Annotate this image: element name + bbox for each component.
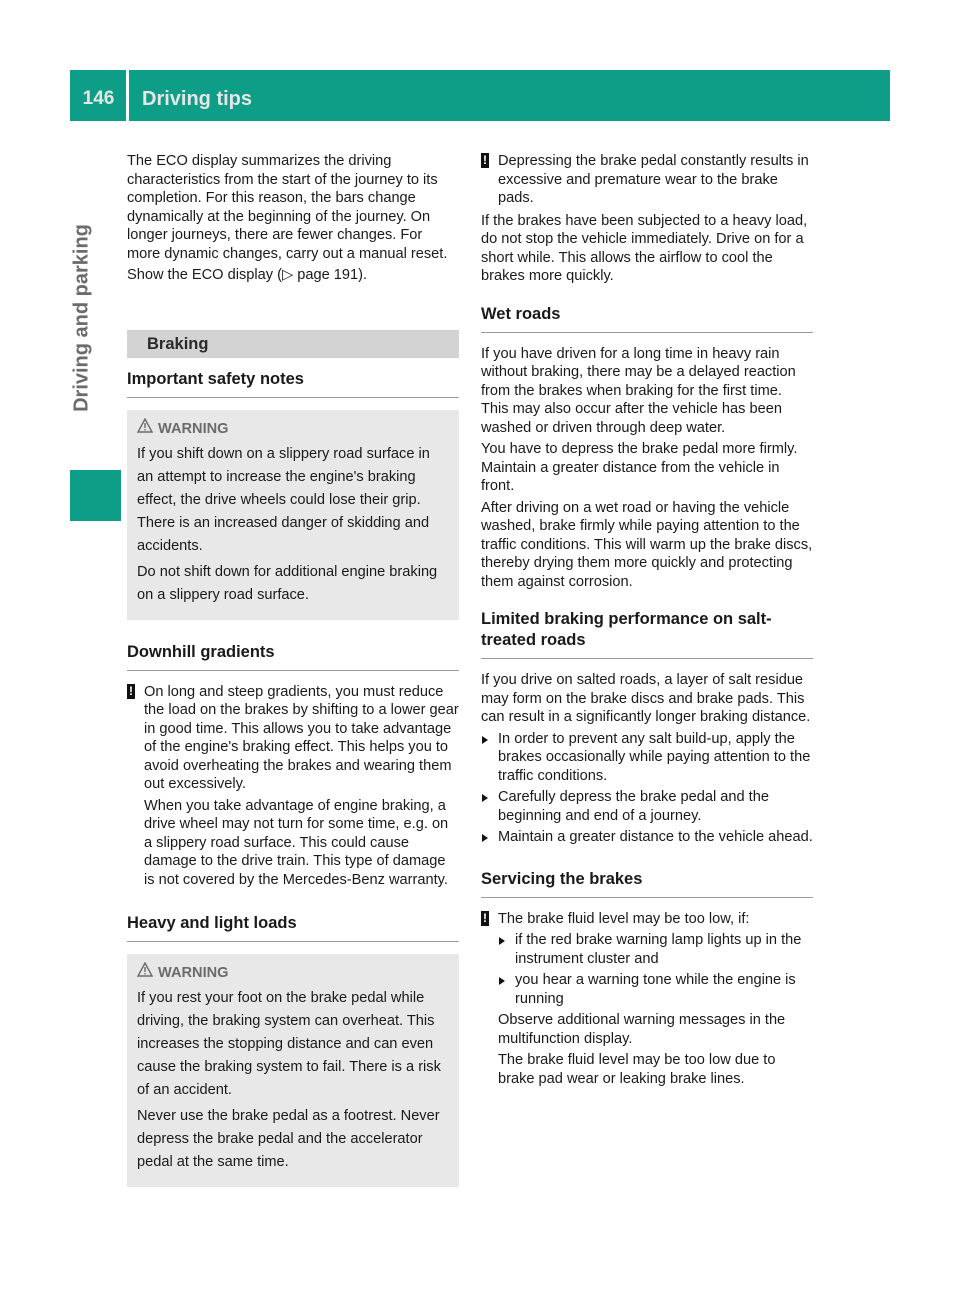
notice-exclamation-icon: ! <box>483 910 487 925</box>
eco-display-reference: Show the ECO display (▷ page 191). <box>127 267 368 283</box>
list-item: if the red brake warning lamp lights up in the instrument cluster and <box>498 931 813 968</box>
warning-label: WARNING <box>158 965 229 981</box>
wet-roads-paragraph: If you have driven for a long time in heavy rain without braking, there may be a delayed reaction from the brakes when braking for the first time. This may also occur after the vehicle has been washed or driven through deep water. <box>481 345 796 436</box>
brakes-heavy-load-paragraph: If the brakes have been subjected to a heavy load, do not stop the vehicle immediately. Drive on for a short while. This allows the airflow to cool the brakes more quickly. <box>481 212 808 284</box>
notice-text: Depressing the brake pedal constantly results in excessive and premature wear to the brake pads. <box>498 153 809 206</box>
side-tab-label: Driving and parking <box>70 224 93 412</box>
left-column <box>127 152 459 1187</box>
section-title-braking: Braking <box>127 330 459 358</box>
notice-bullet-list <box>498 931 813 1008</box>
warning-triangle-icon <box>137 962 154 983</box>
heading-heavy-light-loads: Heavy and light loads <box>127 913 459 942</box>
warning-text: Do not shift down for additional engine braking on a slippery road surface. <box>137 563 438 603</box>
list-item: Maintain a greater distance to the vehicle ahead. <box>481 828 813 847</box>
warning-label: WARNING <box>158 420 229 437</box>
warning-box-shift-down <box>127 410 459 620</box>
wet-roads-paragraph: You have to depress the brake pedal more firmly. Maintain a greater distance from the vehicle in front. <box>481 441 798 494</box>
heading-salt-roads: Limited braking performance on salt-treated roads <box>481 609 813 659</box>
page-ref-arrow-icon: ▷ <box>281 267 294 283</box>
list-item: In order to prevent any salt build-up, apply the brakes occasionally while paying attention to the traffic conditions. <box>481 730 813 786</box>
list-item: you hear a warning tone while the engine is running <box>498 971 813 1008</box>
warning-text: If you shift down on a slippery road surface in an attempt to increase the engine's braking effect, the drive wheels could lose their grip. There is an increased danger of skidding and accidents. <box>137 445 430 554</box>
warning-text: Never use the brake pedal as a footrest. Never depress the brake pedal and the accelerator pedal at the same time. <box>137 1108 440 1170</box>
heading-downhill-gradients: Downhill gradients <box>127 642 459 671</box>
eco-intro-paragraph: The ECO display summarizes the driving characteristics from the start of the journey to its completion. For this reason, the bars change dynamically at the beginning of the journey. On longer journeys, there are fewer changes. For more dynamic changes, carry out a manual reset. <box>127 153 448 262</box>
notice-brake-fluid <box>481 910 813 1089</box>
list-item: Carefully depress the brake pedal and the beginning and end of a journey. <box>481 788 813 825</box>
page-number: 146 <box>82 88 115 109</box>
heading-wet-roads: Wet roads <box>481 304 813 333</box>
warning-triangle-icon <box>137 418 154 439</box>
notice-text: The brake fluid level may be too low, if: <box>498 910 750 927</box>
chapter-title: Driving tips <box>142 88 253 110</box>
warning-text: If you rest your foot on the brake pedal while driving, the braking system can overheat. This increases the stopping distance and can even cause the braking system to fail. There is a risk of an accident. <box>137 990 441 1098</box>
notice-text: Observe additional warning messages in the multifunction display. <box>498 1012 786 1047</box>
notice-text: When you take advantage of engine braking, a drive wheel may not turn for some time, e.g. on a slippery road surface. This could cause damage to the drive train. This type of damage is not covered by the Mercedes-Benz warranty. <box>144 797 449 888</box>
page-header <box>70 70 890 121</box>
notice-text: On long and steep gradients, you must reduce the load on the brakes by shifting to a lower gear in good time. This allows you to take advantage of the engine's braking effect. This helps you to avoid overheating the brakes and wearing them out excessively. <box>144 683 459 792</box>
right-column <box>481 152 813 1091</box>
header-divider <box>126 70 129 121</box>
heading-servicing-brakes: Servicing the brakes <box>481 869 813 898</box>
notice-exclamation-icon: ! <box>129 683 133 698</box>
wet-roads-paragraph: After driving on a wet road or having the vehicle washed, brake firmly while paying attention to the traffic conditions. This will warm up the brake discs, thereby drying them more quickly and protecting them against corrosion. <box>481 499 813 590</box>
warning-box-brake-pedal <box>127 954 459 1187</box>
heading-safety-notes: Important safety notes <box>127 369 459 398</box>
side-tab-marker <box>70 470 121 521</box>
notice-brake-wear <box>481 152 813 208</box>
notice-downhill <box>127 683 459 890</box>
warning-header <box>137 962 449 983</box>
warning-header <box>137 418 449 439</box>
salt-roads-paragraph: If you drive on salted roads, a layer of salt residue may form on the brake discs and brake pads. This can result in a significantly longer braking distance. <box>481 672 811 725</box>
notice-exclamation-icon: ! <box>483 153 487 167</box>
notice-text: The brake fluid level may be too low due to brake pad wear or leaking brake lines. <box>498 1052 776 1087</box>
